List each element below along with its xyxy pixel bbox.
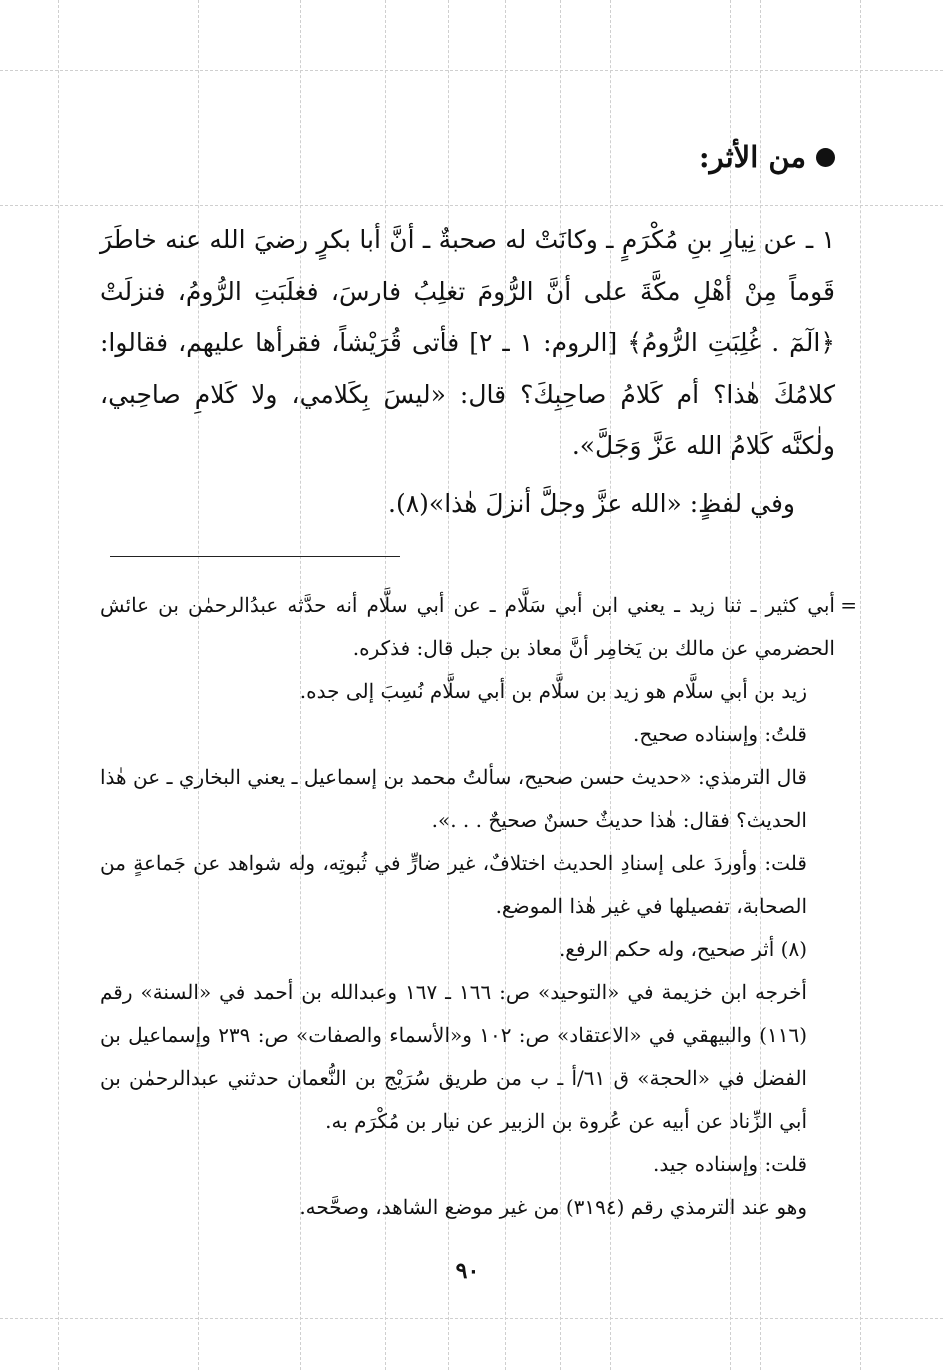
- footnote-line: أخرجه ابن خزيمة في «التوحيد» ص: ١٦٦ ـ ١٦٧ وعبدالله بن أحمد في «السنة» رقم (١١٦) والبيهقي في «الاعتقاد» ص: ١٠٢ و«الأسماء والصفات» ص: ٢٣٩ وإسماعيل بن الفضل في «الحجة» ق ٦١/أ ـ ب من طريق سُرَيْج بن النُّعمان حدثني عبدالرحمٰن بن أبي الزِّناد عن أبيه عن عُروة بن الزبير عن نيار بن مُكْرَم به.: [100, 980, 808, 1133]
- footnote-line: وهو عند الترمذي رقم (٣١٩٤) من غير موضع الشاهد، وصحَّحه.: [299, 1195, 807, 1219]
- footnotes: [100, 584, 857, 1229]
- footnote-line: أبي كثير ـ ثنا زيد ـ يعني ابن أبي سَلَّام ـ عن أبي سلَّام أنه حدَّثه عبدُالرحمٰن بن عائش الحضرمي عن مالك بن يَخامِر أنَّ معاذ بن جبل قال: فذكره.: [100, 593, 835, 660]
- page-number: ٩٠: [455, 1258, 480, 1284]
- footnote-line: قلت: وإسناده جيد.: [652, 1152, 807, 1176]
- hadith-paragraph: ١ ـ عن نِيارِ بنِ مُكْرَمٍ ـ وكانَتْ له صحبةٌ ـ أنَّ أبا بكرٍ رضيَ الله عنه خاطَرَ قَوماً مِنْ أهْلِ مكَّةَ على أنَّ الرُّومَ تغلِبُ فارسَ، فغلَبَتِ الرُّومُ، فنزلَتْ ﴿الٓمٓ . غُلِبَتِ الرُّومُ﴾ [الروم: ١ ـ ٢] فأتى قُرَيْشاً، فقرأها عليهم، فقالوا: كلامُكَ هٰذا؟ أم كَلامُ صاحِبِكَ؟ قال: «ليسَ بِكَلامي، ولا كَلامِ صاحِبي، ولٰكنَّه كَلامُ الله عَزَّ وَجَلَّ».: [100, 225, 836, 460]
- book-page: [100, 0, 857, 1370]
- footnote-line: قال الترمذي: «حديث حسن صحيح، سألتُ محمد بن إسماعيل ـ يعني البخاري ـ عن هٰذا الحديث؟ فقال: هٰذا حديثٌ حسنٌ صحيحٌ . . .».: [100, 765, 807, 832]
- footnote-separator: [110, 556, 400, 557]
- main-text: [100, 214, 835, 529]
- footnote-line: قلتُ: وإسناده صحيح.: [633, 722, 807, 746]
- alternate-wording: وفي لفظٍ: «الله عزَّ وجلَّ أنزلَ هٰذا»(٨).: [388, 488, 795, 518]
- footnote-line: قلت: وأوردَ على إسنادِ الحديث اختلافٌ، غير ضارٍّ في ثُبوتِه، وله شواهد عن جَماعةٍ من الصحابة، تفصيلها في غير هٰذا الموضع.: [100, 851, 807, 918]
- footnote-line: زيد بن أبي سلَّام هو زيد بن سلَّام بن أبي سلَّام نُسِبَ إلى جده.: [299, 679, 807, 703]
- section-heading: [699, 140, 835, 174]
- heading-text: من الأثر:: [698, 140, 806, 174]
- bullet-icon: [816, 148, 835, 167]
- footnote-8-heading: (٨) أثر صحيح، وله حكم الرفع.: [558, 937, 807, 961]
- continuation-mark: =: [840, 593, 857, 617]
